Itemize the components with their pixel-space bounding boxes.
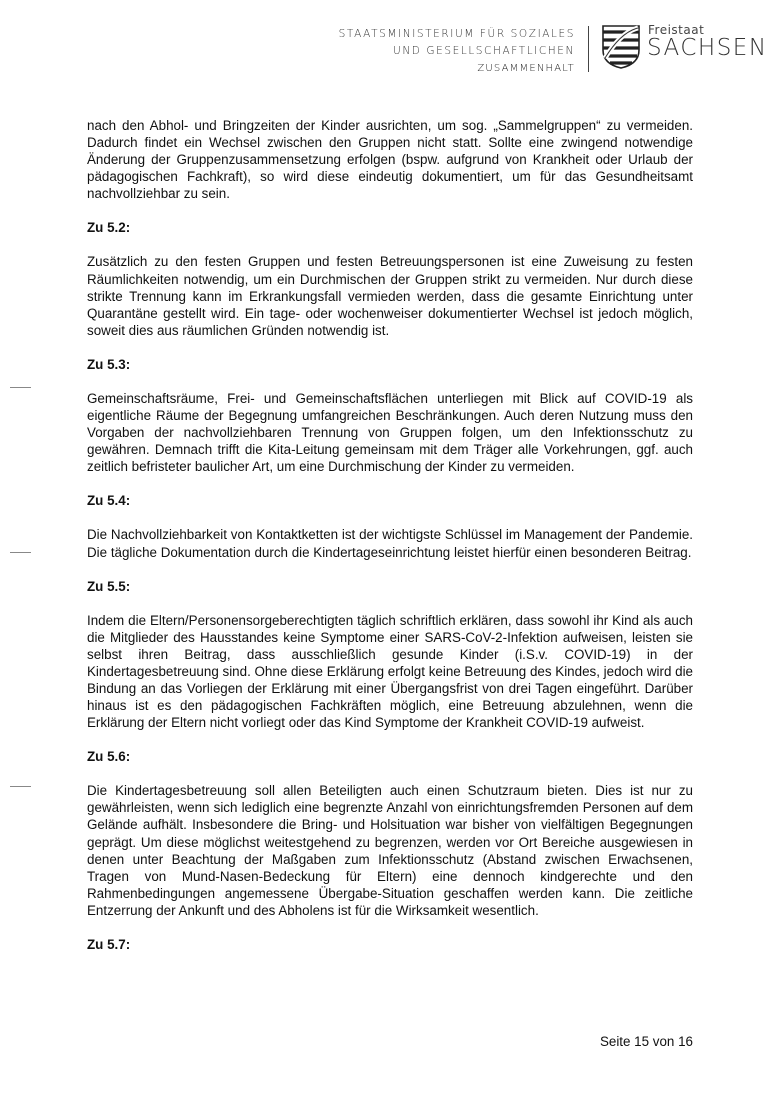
section-text-5-4: Die Nachvollziehbarkeit von Kontaktketten ist der wichtigste Schlüssel im Management der Pandemie. Die tägliche Dokumentation durch die Kindertageseinrichtung leistet hierfür einen besonderen Beitrag. — [87, 527, 693, 560]
intro-paragraph: nach den Abhol- und Bringzeiten der Kinder ausrichten, um sog. „Sammelgruppen“ zu vermeiden. Dadurch findet ein Wechsel zwischen den Gruppen nicht statt. Sollte eine zwingend notwendige Änderung der Gruppenzusammensetzung erfolgen (bspw. aufgrund von Krankheit oder Urlaub der pädagogischen Fachkraft), so wird diese eindeutig dokumentiert, um für das Gesundheitsamt nachvollziehbar zu sein. — [87, 118, 693, 202]
header-divider — [588, 26, 589, 72]
freistaat-label: Freistaat — [648, 23, 705, 37]
section-heading-5-2: Zu 5.2: — [87, 220, 131, 236]
section-heading-5-3: Zu 5.3: — [87, 356, 131, 372]
section-heading-5-7: Zu 5.7: — [87, 937, 131, 952]
section-text-5-5: Indem die Eltern/Personensorgeberechtigten täglich schriftlich erklären, dass sowohl ihr Kind als auch die Mitglieder des Hausstandes keine Symptome einer SARS-CoV-2-Infektion aufweisen, leisten sie selbst ihren Beitrag, dass ausschließlich gesunde Kinder (i.S.v. COVID-19) in der Kindertagesbetreuung sind. Ohne diese Erklärung erfolgt keine Betreuung des Kindes, jedoch wird die Bindung an das Vorliegen der Erklärung mit einer Übergangsfrist von drei Tagen eingeführt. Darüber hinaus ist es den pädagogischen Fachkräften möglich, eine Betreuung abzulehnen, wenn die Erklärung der Eltern nicht vorliegt oder das Kind Symptome der Krankheit COVID-19 aufweist. — [87, 612, 693, 731]
section-heading-5-5: Zu 5.5: — [87, 578, 131, 594]
saxony-crest-icon — [601, 24, 641, 70]
section-heading-5-4: Zu 5.4: — [87, 493, 131, 509]
ministry-line-1: STAATSMINISTERIUM FÜR SOZIALES — [338, 28, 575, 40]
margin-fold-mark — [10, 552, 31, 553]
page-number: Seite 15 von 16 — [599, 1034, 693, 1049]
section-text-5-2: Zusätzlich zu den festen Gruppen und festen Betreuungspersonen ist eine Zuweisung zu festen Räumlichkeiten notwendig, um ein Durchmischen der Gruppen strikt zu vermeiden. Nur durch diese strikte Trennung kann im Erkrankungsfall vermieden werden, dass die gesamte Einrichtung unter Quarantäne gestellt wird. Ein tage- oder wochenweiser dokumentierter Wechsel ist jedoch möglich, soweit dies aus räumlichen Gründen notwendig ist. — [87, 254, 693, 338]
section-text-5-3: Gemeinschaftsräume, Frei- und Gemeinschaftsflächen unterliegen mit Blick auf COVID-19 als eigentliche Räume der Begegnung umfangreichen Beschränkungen. Auch deren Nutzung muss den Vorgaben der nachvollziehbaren Trennung von Gruppen folgen, um den Infektionsschutz zu gewähren. Demnach trifft die Kita-Leitung gemeinsam mit dem Träger alle Vorkehrungen, ggf. auch zeitlich befristeter baulicher Art, um eine Durchmischung der Kinder zu vermeiden. — [87, 390, 693, 475]
section-text-5-6: Die Kindertagesbetreuung soll allen Beteiligten auch einen Schutzraum bieten. Dies ist nur zu gewährleisten, wenn sich lediglich eine begrenzte Anzahl von einrichtungsfremden Personen auf dem Gelände aufhält. Insbesondere die Bring- und Holsituation war bisher von vielfältigen Begegnungen geprägt. Um diese möglichst weitestgehend zu begrenzen, werden vor Ort Bereiche ausgewiesen in denen unter Beachtung der Maßgaben zum Infektionsschutz (Abstand zwischen Erwachsenen, Tragen von Mund-Nasen-Bedeckung für Eltern) eine dennoch kindgerechte und den Rahmenbedingungen angemessene Übergabe-Situation geschaffen werden kann. Die zeitliche Entzerrung der Ankunft und des Abholens ist für die Wirksamkeit wesentlich. — [87, 783, 693, 918]
document-body — [87, 117, 693, 953]
ministry-line-3: ZUSAMMENHALT — [477, 63, 575, 74]
sachsen-label: SACHSEN — [647, 35, 768, 61]
section-heading-5-6: Zu 5.6: — [87, 749, 131, 765]
ministry-name — [339, 26, 575, 77]
page-header — [0, 0, 778, 90]
margin-fold-mark — [10, 786, 31, 787]
ministry-line-2: UND GESELLSCHAFTLICHEN — [393, 45, 575, 57]
margin-fold-mark — [10, 387, 31, 388]
